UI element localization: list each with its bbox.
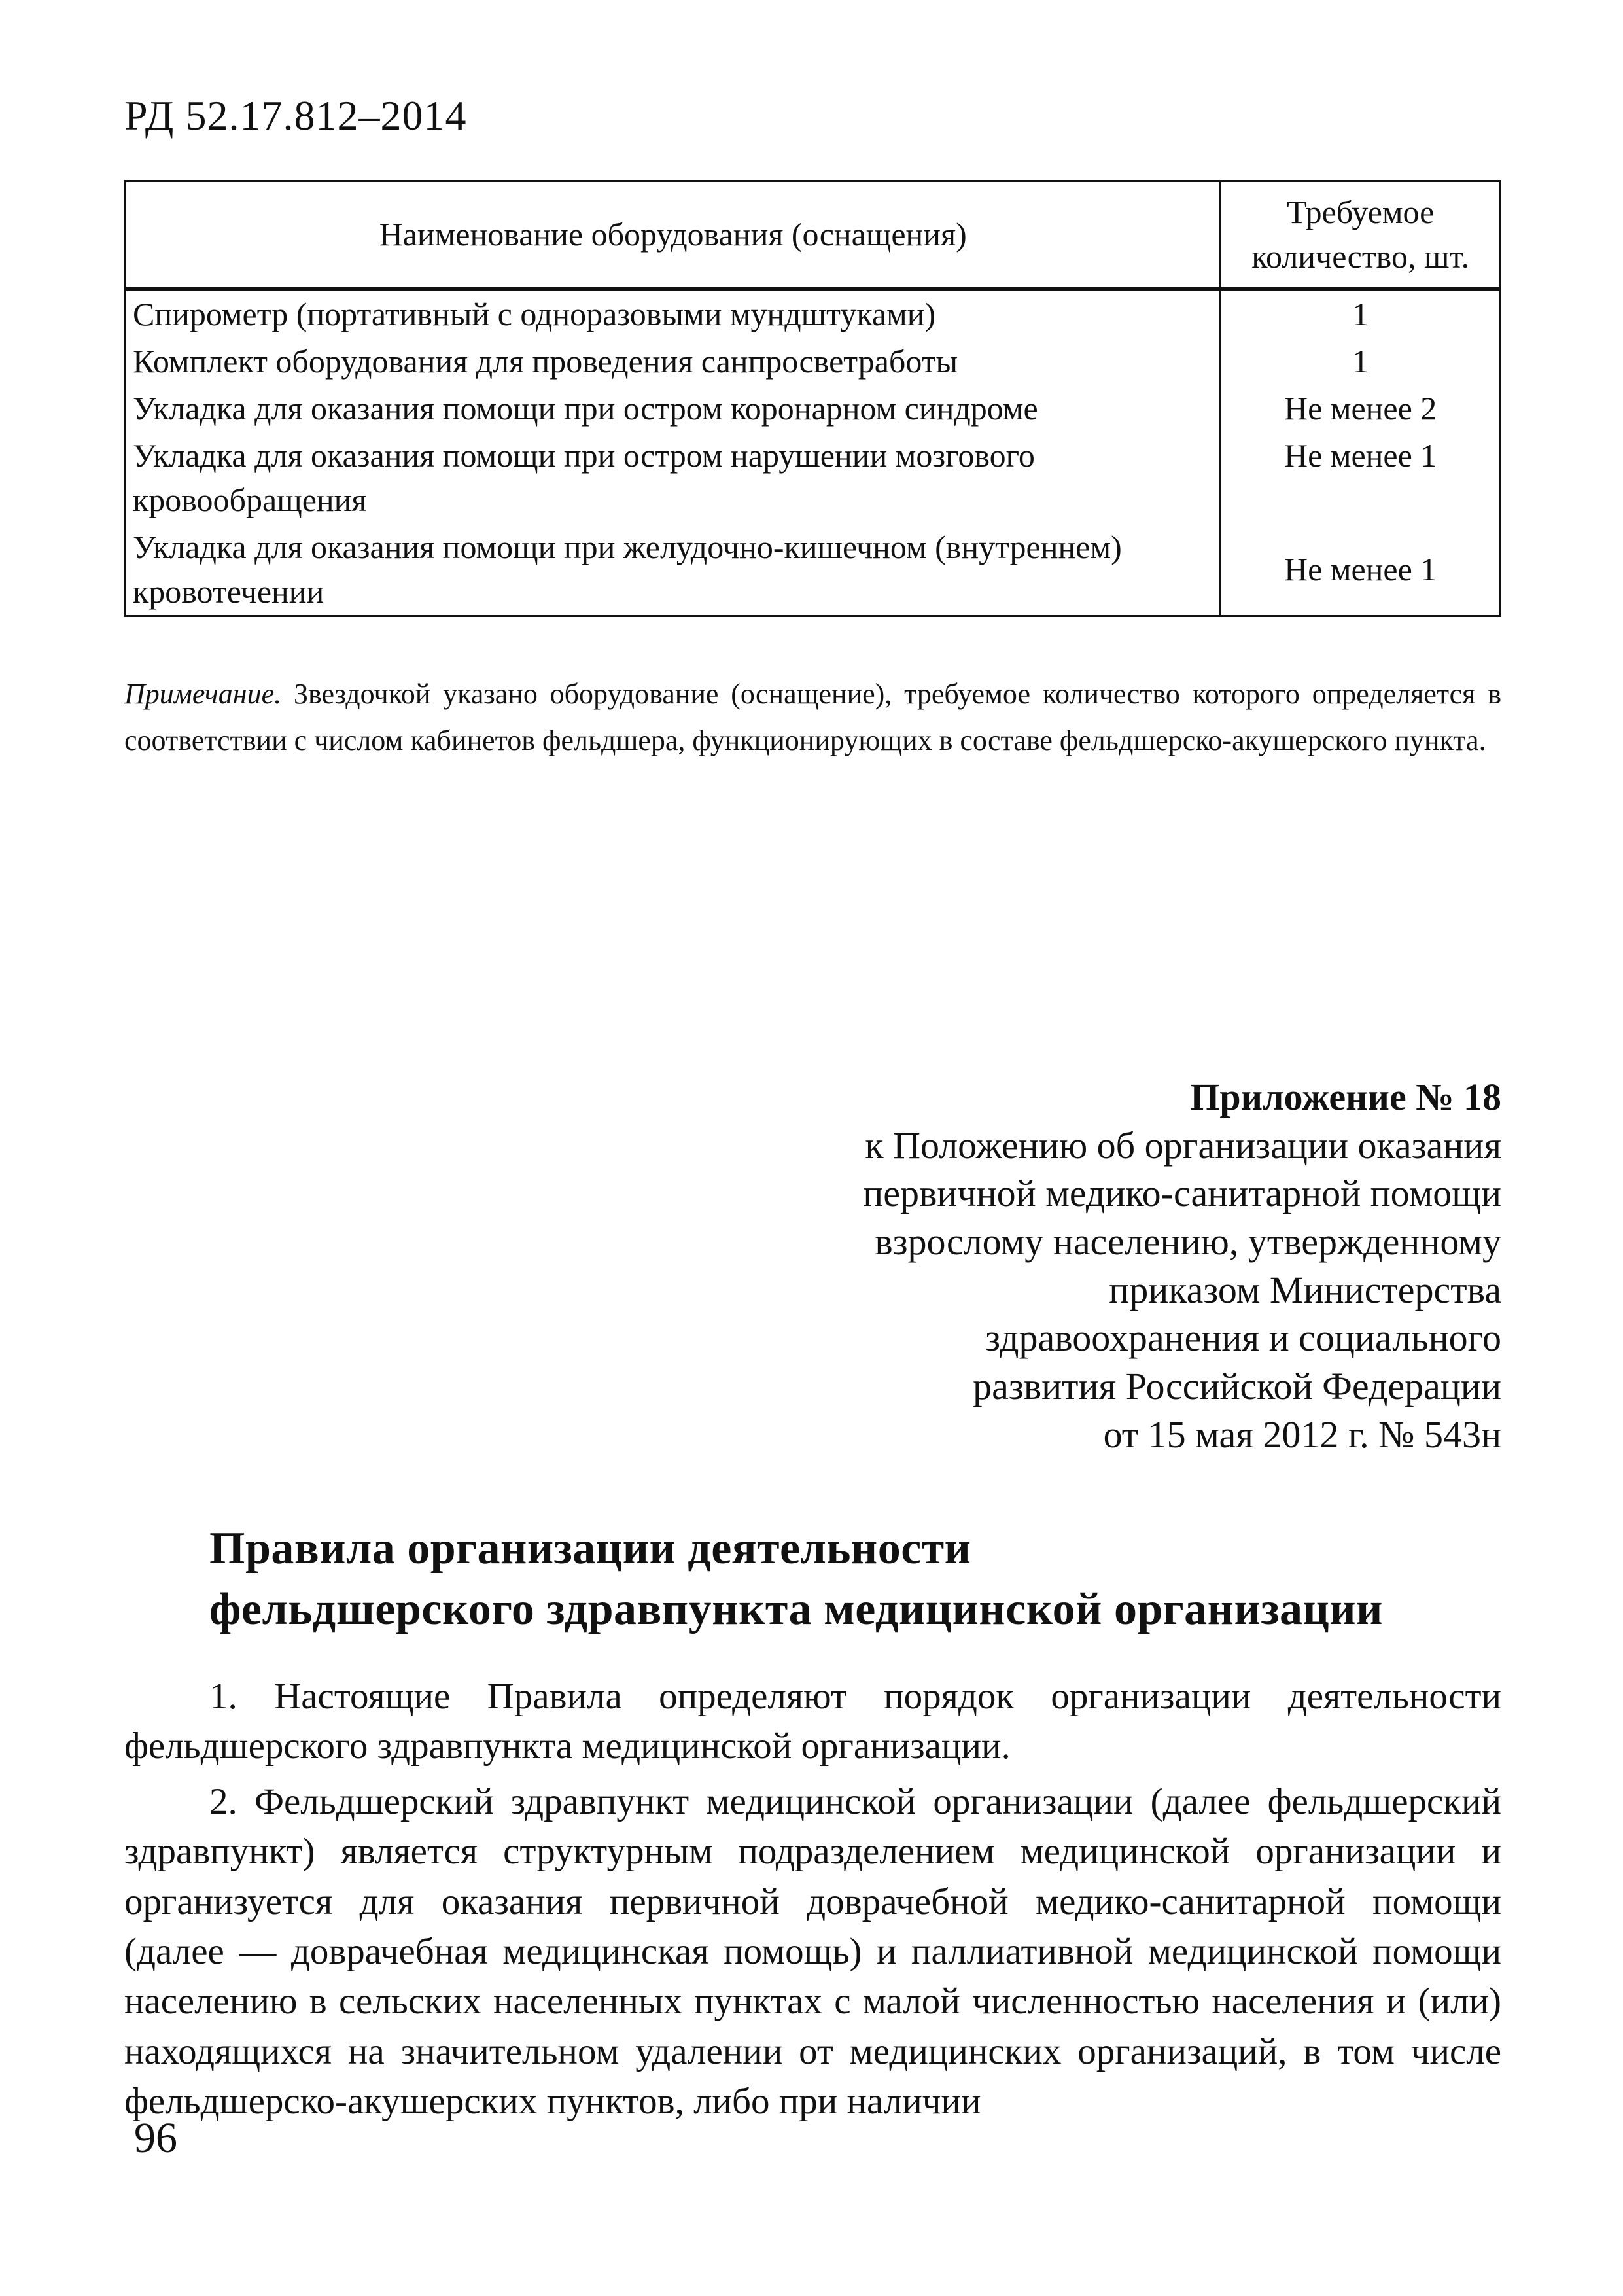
appendix-line: развития Российской Федерации — [973, 1364, 1501, 1407]
equipment-table — [124, 180, 1501, 617]
quantity-cell: Не менее 2 — [1221, 385, 1501, 432]
table-row — [126, 432, 1501, 523]
equipment-name-cell: Спирометр (портативный с одноразовыми мундштуками) — [126, 289, 1221, 338]
heading-line: фельдшерского здравпункта медицинской организации — [209, 1584, 1383, 1635]
equipment-name-cell: Комплект оборудования для проведения санпросветработы — [126, 338, 1221, 385]
heading-line: Правила организации деятельности — [209, 1523, 971, 1574]
equipment-name-cell: Укладка для оказания помощи при остром коронарном синдроме — [126, 385, 1221, 432]
table-row — [126, 523, 1501, 616]
quantity-cell: Не менее 1 — [1221, 432, 1501, 523]
body-text — [124, 1672, 1501, 2132]
table-header-row — [126, 181, 1501, 289]
appendix-line: первичной медико-санитарной помощи — [863, 1172, 1501, 1215]
appendix-line: приказом Министерства — [1109, 1268, 1501, 1311]
column-header-quantity: Требуемое количество, шт. — [1221, 181, 1501, 289]
appendix-line: к Положению об организации оказания — [865, 1123, 1501, 1167]
paragraph: 1. Настоящие Правила определяют порядок организации деятельности фельдшерского здравпункта медицинской организации. — [124, 1676, 1501, 1767]
quantity-cell: Не менее 1 — [1221, 523, 1501, 616]
note-label: Примечание. — [124, 678, 282, 710]
column-header-name: Наименование оборудования (оснащения) — [126, 181, 1221, 289]
equipment-name-cell: Укладка для оказания помощи при желудочно-кишечном (внутреннем) кровотечении — [126, 523, 1221, 616]
table-row — [126, 385, 1501, 432]
table-note — [124, 671, 1501, 764]
paragraph: 2. Фельдшерский здравпункт медицинской организации (далее фельдшерский здравпункт) является структурным подразделением медицинской организации и организуется для оказания первичной доврачебной медико-санитарной помощи (далее — доврачебная медицинская помощь) и паллиативной медицинской помощи населению в сельских населенных пунктах с малой численностью населения и (или) находящихся на значительном удалении от медицинских организаций, в том числе фельдшерско-акушерских пунктов, либо при наличии — [124, 1780, 1501, 2122]
appendix-title: Приложение № 18 — [1190, 1076, 1501, 1118]
table-row — [126, 289, 1501, 338]
appendix-line: от 15 мая 2012 г. № 543н — [1103, 1413, 1501, 1456]
note-text: Звездочкой указано оборудование (оснащение), требуемое количество которого определяется в соответствии с числом кабинетов фельдшера, функционирующих в составе фельдшерско-акушерского пункта. — [124, 678, 1502, 757]
section-heading — [209, 1518, 1452, 1640]
appendix-block — [716, 1073, 1501, 1458]
page-number: 96 — [134, 2114, 177, 2162]
document-code: РД 52.17.812–2014 — [124, 92, 467, 139]
equipment-name-cell: Укладка для оказания помощи при остром нарушении мозгового кровообращения — [126, 432, 1221, 523]
appendix-line: взрослому населению, утвержденному — [875, 1220, 1501, 1263]
table-row — [126, 338, 1501, 385]
quantity-cell: 1 — [1221, 338, 1501, 385]
appendix-line: здравоохранения и социального — [985, 1316, 1501, 1360]
quantity-cell: 1 — [1221, 289, 1501, 338]
